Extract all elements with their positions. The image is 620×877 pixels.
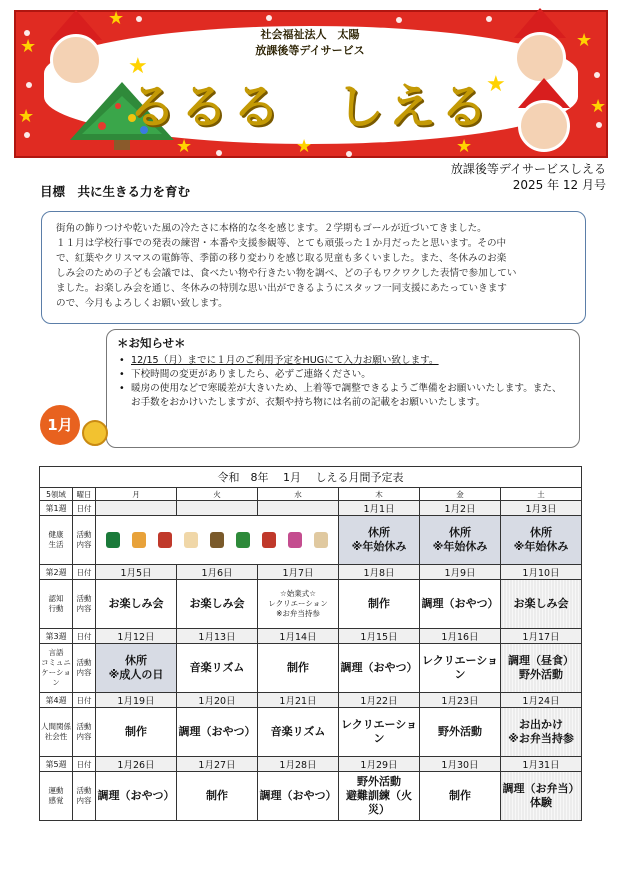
monthly-schedule-table: [39, 466, 582, 821]
kite-icon: [132, 532, 146, 548]
date-cell: 1月17日: [501, 629, 582, 644]
activity-cell: 休所 ※年始休み: [501, 516, 582, 565]
date-cell: 1月23日: [420, 693, 501, 708]
star-icon: ★: [128, 54, 148, 79]
intro-line: で、紅葉やクリスマスの電飾等、季節の移り変わりを感じ取る児童も多くいました。また、冬休みのお楽: [56, 253, 507, 264]
kagamimochi-icon: [184, 532, 198, 548]
month-badge: 1月: [40, 405, 80, 445]
spinning-top-icon: [288, 532, 302, 548]
date-cell: 1月12日: [96, 629, 177, 644]
intro-line: ました。お楽しみ会を通じ、冬休みの特別な思い出ができるようにスタッフ一同支援にあたっていきます: [56, 283, 507, 294]
domain-cell: 健康 生活: [40, 516, 73, 565]
intro-line: ので、今月もよろしくお願い致します。: [56, 298, 228, 309]
org-name: 社会福祉法人 太陽: [260, 28, 360, 41]
activity-cell: 休所 ※年始休み: [420, 516, 501, 565]
date-row-label: 日付: [73, 757, 96, 772]
date-cell: 1月8日: [339, 565, 420, 580]
activity-cell: 休所 ※成人の日: [96, 644, 177, 693]
activity-row-label: 活動 内容: [73, 772, 96, 821]
domain-cell: 認知 行動: [40, 580, 73, 629]
daruma-icon: [158, 532, 172, 548]
date-row-label: 日付: [73, 693, 96, 708]
activity-cell: お楽しみ会: [501, 580, 582, 629]
activity-cell: 制作: [258, 644, 339, 693]
activity-cell: 調理（おやつ）: [177, 708, 258, 757]
date-cell: 1月28日: [258, 757, 339, 772]
activity-cell: 音楽リズム: [258, 708, 339, 757]
date-cell: [177, 501, 258, 516]
week-label: 第3週: [40, 629, 73, 644]
activity-cell: 制作: [339, 580, 420, 629]
daruma-icon: [262, 532, 276, 548]
goal-statement: 目標 共に生きる力を育む: [40, 184, 191, 199]
pine-icon: [236, 532, 250, 548]
activity-cell: 休所 ※年始休み: [339, 516, 420, 565]
domain-cell: 人間関係 社会性: [40, 708, 73, 757]
activity-cell: 制作: [96, 708, 177, 757]
brush-icon: [210, 532, 224, 548]
activity-cell: 調理（おやつ）: [96, 772, 177, 821]
date-cell: 1月20日: [177, 693, 258, 708]
newsletter-banner: ★ ★ ★ ★ ★ ★ ★ ★ ★ ★: [14, 10, 608, 158]
date-cell: 1月10日: [501, 565, 582, 580]
date-cell: 1月29日: [339, 757, 420, 772]
date-cell: 1月13日: [177, 629, 258, 644]
activity-cell: お楽しみ会: [96, 580, 177, 629]
date-cell: 1月27日: [177, 757, 258, 772]
activity-cell: お出かけ ※お弁当持参: [501, 708, 582, 757]
activity-cell: 制作: [420, 772, 501, 821]
date-cell: 1月16日: [420, 629, 501, 644]
date-row-label: 日付: [73, 629, 96, 644]
date-row-label: 日付: [73, 501, 96, 516]
activity-cell: 調理（お弁当） 体験: [501, 772, 582, 821]
intro-line: １１月は学校行事での発表の練習・本番や支援参観等、とても頑張った１か月だったと思います。その中: [56, 238, 507, 249]
intro-line: 街角の飾りつけや乾いた風の冷たさに本格的な冬を感じます。２学期もゴールが近づいてきました。: [56, 223, 487, 234]
new-year-ornament-icon: [82, 420, 108, 446]
date-cell: 1月6日: [177, 565, 258, 580]
issue-date: 2025 年 12 月号: [512, 178, 606, 192]
week-label: 第2週: [40, 565, 73, 580]
date-cell: 1月19日: [96, 693, 177, 708]
publisher-name: 放課後等デイサービスしえる: [450, 162, 606, 176]
activity-cell: 音楽リズム: [177, 644, 258, 693]
notice-box: [106, 329, 580, 448]
new-year-illustrations: [96, 516, 339, 565]
snowman-icon: [314, 532, 328, 548]
date-cell: [258, 501, 339, 516]
service-name: 放課後等デイサービス: [255, 44, 365, 57]
date-cell: 1月21日: [258, 693, 339, 708]
day-thu: 木: [339, 488, 420, 501]
day-mon: 月: [96, 488, 177, 501]
day-sat: 土: [501, 488, 582, 501]
week-label: 第1週: [40, 501, 73, 516]
newsletter-title: るるる しえる: [127, 79, 492, 135]
illustration-strip: [96, 532, 338, 548]
activity-cell: 野外活動: [420, 708, 501, 757]
activity-cell: 野外活動 避難訓練（火災）: [339, 772, 420, 821]
activity-cell: レクリエーション: [420, 644, 501, 693]
date-cell: 1月22日: [339, 693, 420, 708]
kadomatsu-icon: [106, 532, 120, 548]
activity-row-label: 活動 内容: [73, 580, 96, 629]
activity-cell: 制作: [177, 772, 258, 821]
activity-cell: レクリエーション: [339, 708, 420, 757]
schedule-weeks: [40, 501, 582, 821]
day-tue: 火: [177, 488, 258, 501]
date-cell: 1月5日: [96, 565, 177, 580]
date-cell: 1月7日: [258, 565, 339, 580]
date-cell: 1月26日: [96, 757, 177, 772]
day-fri: 金: [420, 488, 501, 501]
intro-message: [41, 211, 586, 324]
activity-cell: お楽しみ会: [177, 580, 258, 629]
date-cell: 1月31日: [501, 757, 582, 772]
week-label: 第4週: [40, 693, 73, 708]
date-cell: 1月24日: [501, 693, 582, 708]
notice-item: • 下校時間の変更がありましたら、必ずご連絡ください。: [117, 368, 569, 382]
activity-cell: 調理（おやつ）: [339, 644, 420, 693]
activity-cell: 調理（おやつ）: [420, 580, 501, 629]
intro-line: しみ会のための子ども会議では、食べたい物や行きたい物を調べ、どの子もワクワクした表情で参加してい: [56, 268, 517, 279]
notice-heading: ＊お知らせ＊: [117, 336, 186, 350]
date-cell: 1月2日: [420, 501, 501, 516]
date-cell: 1月3日: [501, 501, 582, 516]
activity-cell: 調理（おやつ）: [258, 772, 339, 821]
activity-cell: ☆始業式☆ レクリエーション ※お弁当持参: [258, 580, 339, 629]
domain-cell: 運動 感覚: [40, 772, 73, 821]
publication-info: [451, 161, 606, 193]
date-cell: [96, 501, 177, 516]
date-cell: 1月30日: [420, 757, 501, 772]
date-cell: 1月9日: [420, 565, 501, 580]
activity-row-label: 活動 内容: [73, 644, 96, 693]
schedule-title: 令和 8年 1月 しえる月間予定表: [40, 467, 582, 488]
domain-cell: 言語 コミュニ ケーショ ン: [40, 644, 73, 693]
activity-row-label: 活動 内容: [73, 708, 96, 757]
activity-row-label: 活動 内容: [73, 516, 96, 565]
activity-cell: 調理（昼食） 野外活動: [501, 644, 582, 693]
week-label: 第5週: [40, 757, 73, 772]
notice-list: [117, 354, 569, 410]
domain-header: 5領域: [40, 488, 73, 501]
date-cell: 1月1日: [339, 501, 420, 516]
notice-item: • 暖房の使用などで寒暖差が大きいため、上着等で調整できるようご準備をお願いいたします。また、お手数をおかけいたしますが、衣類や持ち物には名前の記載をお願いいたします。: [117, 382, 569, 410]
day-header: 曜日: [73, 488, 96, 501]
date-cell: 1月15日: [339, 629, 420, 644]
notice-item: • 12/15（月）までに１月のご利用予定をHUGにて入力お願い致します。: [117, 354, 569, 368]
date-cell: 1月14日: [258, 629, 339, 644]
day-wed: 水: [258, 488, 339, 501]
date-row-label: 日付: [73, 565, 96, 580]
